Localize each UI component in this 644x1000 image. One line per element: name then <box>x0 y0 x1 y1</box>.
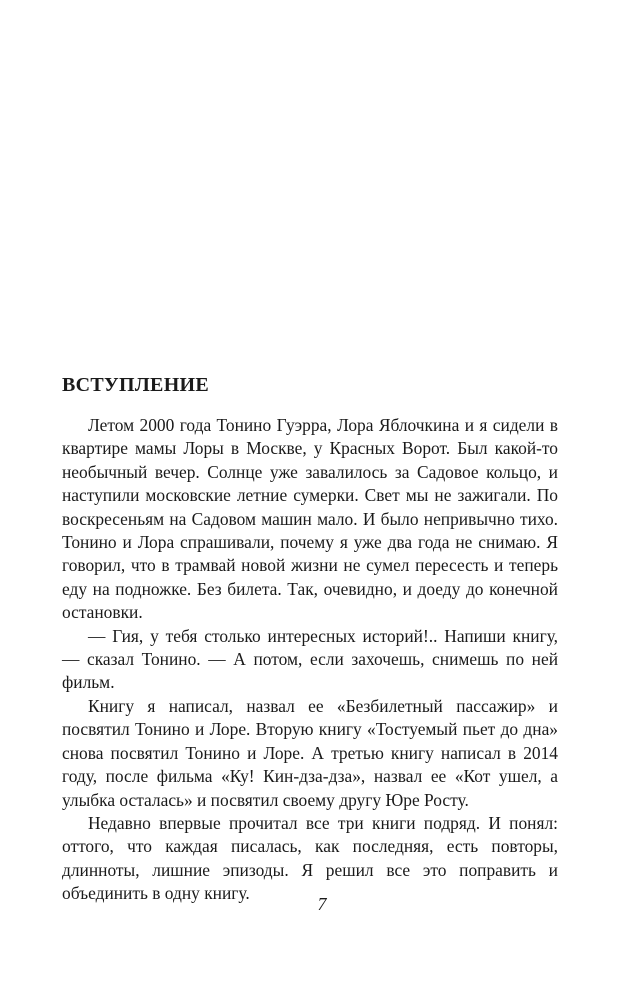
paragraph-1: Летом 2000 года Тонино Гуэрра, Лора Яблочкина и я сидели в квартире мамы Лоры в Москве, у Красных Ворот. Был какой-то необычный вечер. Солнце уже завалилось за Садовое кольцо, и наступили московские летние сумерки. Свет мы не зажигали. По воскресеньям на Садовом машин мало. И было непривычно тихо. Тонино и Лора спрашивали, почему я уже два года не снимаю. Я говорил, что в трамвай новой жизни не сумел пересесть и теперь еду на подножке. Без билета. Так, очевидно, и доеду до конечной остановки. <box>62 415 558 623</box>
paragraph-2: — Гия, у тебя столько интересных историй!.. Напиши книгу, — сказал Тонино. — А потом, если захочешь, снимешь по ней фильм. <box>62 625 558 693</box>
chapter-heading: ВСТУПЛЕНИЕ <box>62 374 210 396</box>
page-number: 7 <box>317 894 327 914</box>
paragraph-3: Книгу я написал, назвал ее «Безбилетный пассажир» и посвятил Тонино и Лоре. Вторую книгу «Тостуемый пьет до дна» снова посвятил Тонино и Лоре. А третью книгу написал в 2014 году, после фильма «Ку! Кин-дза-дза», назвал ее «Кот ушел, а улыбка осталась» и посвятил своему другу Юре Росту. <box>62 695 558 810</box>
paragraph-4: Недавно впервые прочитал все три книги подряд. И понял: оттого, что каждая писалась, как последняя, есть повторы, длинноты, лишние эпизоды. Я решил все это поправить и объединить в одну книгу. <box>62 812 558 904</box>
chapter-content <box>62 372 558 906</box>
